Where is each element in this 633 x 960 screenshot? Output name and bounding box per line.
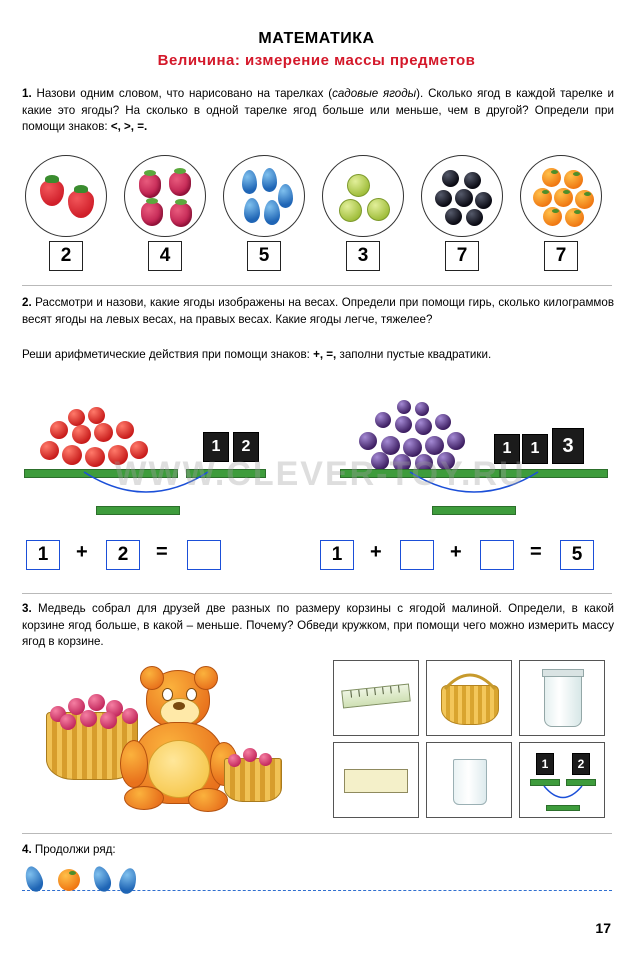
plate-count-box[interactable]: 7 [445,241,479,271]
plum-icon [264,200,280,225]
plate-count-box[interactable]: 5 [247,241,281,271]
eq-right-b[interactable] [400,540,434,570]
berry-dot [62,445,82,465]
weight-block: 1 [522,434,548,464]
eq-right-result[interactable]: 5 [560,540,594,570]
raspberry-icon [169,172,191,196]
berry-dot [130,441,148,459]
page-title: МАТЕМАТИКА [258,30,375,47]
raspberry-icon [170,203,192,227]
choice-box-jar[interactable] [519,660,605,736]
section-divider [22,833,612,834]
berry-dot [108,445,128,465]
berry-dot [375,412,391,428]
task-4-number: 4. [22,843,32,856]
small-basket-berries [224,746,282,768]
berry-dot [50,421,68,439]
strawberry-icon [68,190,94,218]
berry-dot [437,452,455,470]
raspberry-icon [141,202,163,226]
berry-dot [60,714,76,730]
scale-stand [546,805,580,811]
blackcurrant-icon [466,209,483,226]
orange-icon [565,208,584,227]
berry-dot [122,708,138,724]
glass-icon [453,759,487,805]
plate-blackcurrants [421,155,503,237]
weight-block: 3 [552,428,584,464]
berry-dot [259,753,272,766]
berry-dot [72,425,91,444]
jar-icon [544,673,582,727]
task-1-part2: ). Сколько ягод в каждой тарелке и какие это ягоды? На сколько в одной тарелке ягод больше или меньше, чем в другой? Определи при помощи знаков: [22,87,614,133]
bear-ear-right [194,666,218,690]
blackcurrant-icon [445,208,462,225]
orange-icon [58,869,80,891]
berry-dot [94,423,113,442]
weight-block: 2 [233,432,259,462]
eq-left-b[interactable]: 2 [106,540,140,570]
plate-count-box[interactable]: 7 [544,241,578,271]
task-4-body: Продолжи ряд: [34,843,116,856]
berry-dot [228,754,241,767]
weight-block: 1 [494,434,520,464]
orange-icon [542,168,561,187]
pattern-row [24,866,184,894]
blackcurrant-icon [475,192,492,209]
weight-block: 2 [572,753,590,775]
task-4-text [22,842,422,859]
eq-left-plus: + [76,541,88,563]
task-3-number: 3. [22,602,32,615]
plate-oranges [520,155,602,237]
eq-left-result[interactable] [187,540,221,570]
left-scale-arc [24,470,268,510]
plate-count-box[interactable]: 4 [148,241,182,271]
blackcurrant-icon [464,172,481,189]
berry-dot [88,694,105,711]
task-2-line2-post: заполни пустые квадратики. [336,348,492,361]
choice-box-glass[interactable] [426,742,512,818]
choice-box-scales[interactable] [519,742,605,818]
plum-icon [278,184,293,208]
plum-icon [262,168,277,192]
strawberry-icon [40,180,64,206]
eq-right-a[interactable]: 1 [320,540,354,570]
bear-foot-right [188,788,228,812]
berry-dot [415,402,429,416]
raspberry-icon [139,174,161,198]
task-1-signs: <, >, =. [110,120,148,133]
plum-icon [90,864,113,894]
berry-dot [80,710,97,727]
orange-icon [554,188,573,207]
right-scale-arc [340,470,608,510]
berry-dot [88,407,105,424]
choice-box-ruler[interactable] [333,660,419,736]
blackcurrant-icon [455,189,473,207]
right-scale-stand [432,506,516,515]
jar-lid-icon [542,669,584,677]
bear-eye-left [162,688,173,701]
task-1-italic: садовые ягоды [332,87,417,100]
red-berries-pile [30,405,160,470]
blank-card-icon [344,769,408,793]
task-1-part1: Назови одним словом, что нарисовано на тарелках ( [36,87,333,100]
eq-right-plus-2: + [450,541,462,563]
berry-dot [116,421,134,439]
plate-count-box[interactable]: 2 [49,241,83,271]
plate-strawberries [25,155,107,237]
eq-right-equals: = [530,541,542,563]
task-3-text [22,601,614,651]
plate-count-box[interactable]: 3 [346,241,380,271]
eq-left-equals: = [156,541,168,563]
orange-icon [533,188,552,207]
bear-foot-left [124,786,164,810]
bear-arm-left [120,740,148,788]
section-divider [22,593,612,594]
berry-dot [447,432,465,450]
plate-gooseberries [322,155,404,237]
berry-dot [85,447,105,467]
page-subtitle: Величина: измерение массы предметов [157,52,476,69]
berry-dot [371,452,389,470]
orange-icon [543,207,562,226]
berry-dot [435,414,451,430]
berry-dot [40,441,59,460]
ruler-icon [341,683,411,708]
gooseberry-icon [347,174,370,197]
weight-block: 1 [536,753,554,775]
plum-icon [117,866,139,895]
task-1-number: 1. [22,87,32,100]
eq-right-c[interactable] [480,540,514,570]
plate-raspberries [124,155,206,237]
plum-icon [244,198,260,223]
choice-box-basket[interactable] [426,660,512,736]
orange-icon [575,190,594,209]
blackcurrant-icon [435,190,452,207]
grapes-pile [345,400,485,472]
bear-ear-left [140,666,164,690]
basket-handle-icon [441,663,499,693]
task-2-line2-pre: Реши арифметические действия при помощи знаков: [22,348,314,361]
bear-nose [173,702,185,710]
berry-dot [415,418,432,435]
weight-block: 1 [203,432,229,462]
bear-eye-right [186,688,197,701]
blackcurrant-icon [442,170,459,187]
berry-dot [68,409,85,426]
bear-illustration [28,662,308,817]
berry-dot [243,748,257,762]
section-divider [22,285,612,286]
choice-box-blank-card[interactable] [333,742,419,818]
berry-dot [395,416,412,433]
eq-left-a[interactable]: 1 [26,540,60,570]
task-1-text [22,86,614,136]
left-scale-stand [96,506,180,515]
berry-dot [359,432,377,450]
berry-dot [397,400,411,414]
task-2-line2-signs: +, =, [313,348,337,361]
task-2-line1: Рассмотри и назови, какие ягоды изображены на весах. Определи при помощи гирь, сколько килограммов весят ягоды на левых весах, на правых весах. Какие ягоды легче, тяжелее? [22,296,614,326]
task-3-body: Медведь собрал для друзей две разных по размеру корзины с ягодой малиной. Определи, в какой корзине ягод больше, в какой – меньше. Почему? Обведи кружком, при помощи чего можно измерить массу ягод в корзине. [22,602,614,648]
task-2-text-2 [22,347,614,364]
gooseberry-icon [367,198,390,221]
berry-dot [100,712,117,729]
eq-right-plus-1: + [370,541,382,563]
plum-icon [22,864,45,894]
page-number: 17 [595,920,611,936]
gooseberry-icon [339,199,362,222]
task-2-text [22,295,614,328]
plate-plums [223,155,305,237]
watermark: WWW.CLEVER-TOY.RU [114,455,526,493]
plum-icon [242,170,257,194]
task-2-number: 2. [22,296,32,309]
large-basket-berries [44,692,140,726]
orange-icon [564,170,583,189]
